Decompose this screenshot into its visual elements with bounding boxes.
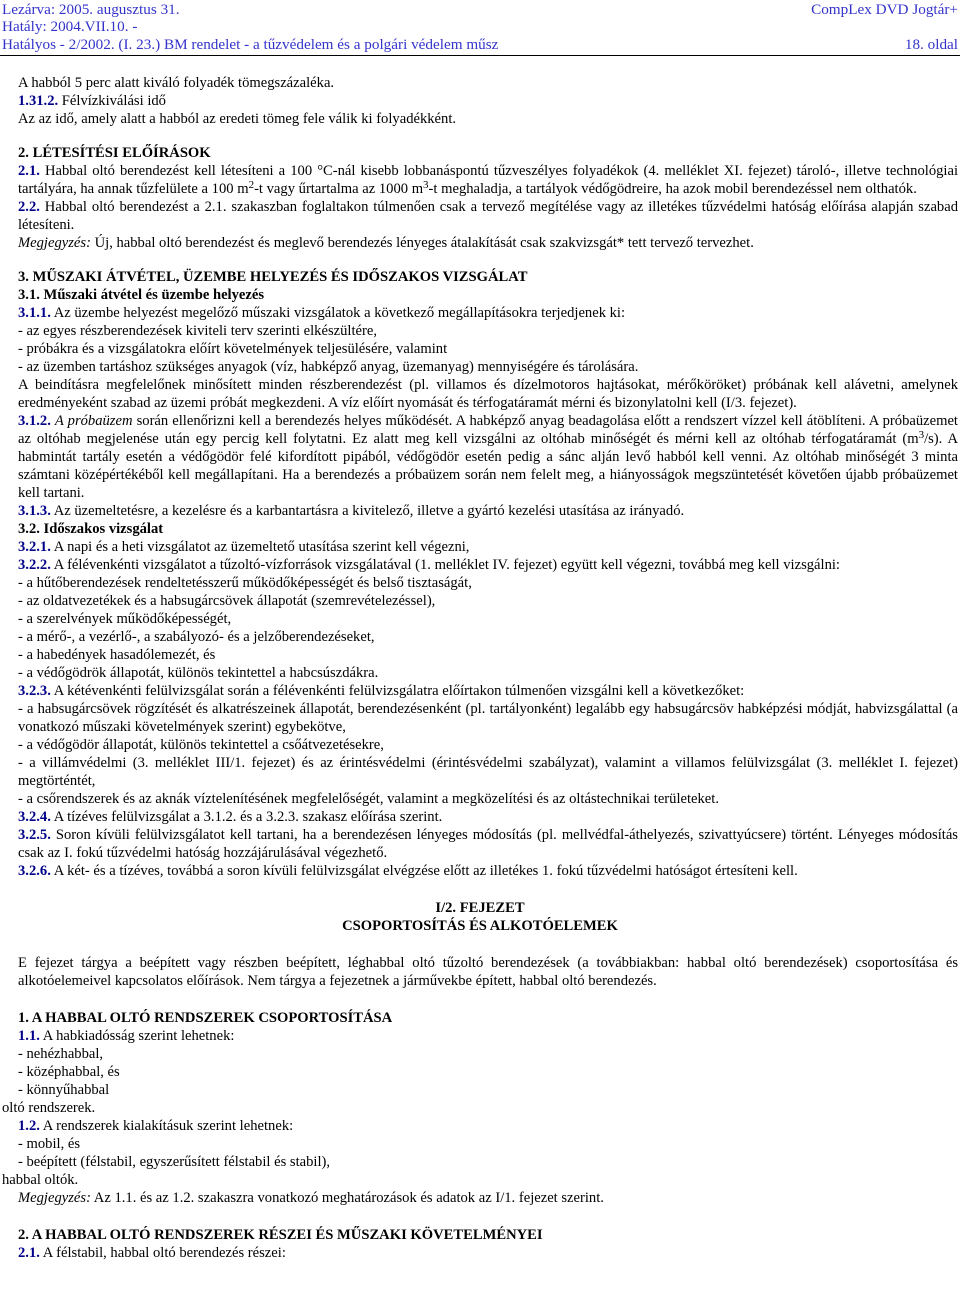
section-number: 2.1.	[18, 1245, 40, 1261]
paragraph	[2, 412, 958, 502]
chapter-heading: 2. A HABBAL OLTÓ RENDSZEREK RÉSZEI ÉS MŰSZAKI KÖVETELMÉNYEI	[18, 1227, 543, 1243]
paragraph-text: -t vagy űrtartalma az 1000 m	[254, 181, 424, 197]
section-heading	[2, 92, 958, 110]
paragraph-text: -t meghaladja, a tartályok védőgödreire, ha azok mobil berendezéssel nem olthatók.	[428, 181, 917, 197]
paragraph: Az az idő, amely alatt a habból az eredeti tömeg fele válik ki folyadékként.	[18, 111, 457, 127]
paragraph-text: A habkiadósság szerint lehetnek:	[42, 1028, 235, 1044]
emphasis: A próbaüzem	[54, 413, 133, 429]
note-text: Új, habbal oltó berendezést és meglevő berendezés lényeges átalakítását csak szakvizsgát* tett tervező tervezhet.	[94, 235, 754, 251]
paragraph	[2, 1027, 958, 1045]
list-item: - középhabbal, és	[18, 1064, 120, 1080]
paragraph: A beindításra megfelelőnek minősített minden részberendezést (pl. villamos és dízelmotoros hajtásokat, mérőköröket) próbának kell alávetni, amelynek eredményeként szabad az üzemi próbát megkezdeni. A víz előírt nyomását és térfogatáramát mérni és bizonylatolni kell (I/3. fejezet).	[18, 377, 958, 411]
paragraph	[2, 1117, 958, 1135]
list-item: - a védőgödrök állapotát, különös tekintettel a habcsúszdákra.	[18, 665, 379, 681]
list-item: - mobil, és	[18, 1136, 81, 1152]
paragraph: E fejezet tárgya a beépített vagy részben beépített, léghabbal oltó tűzoltó berendezések (a továbbiakban: habbal oltó berendezések) csoportosítása és alkotóelemeivel kapcsolatos előírások. Nem tárgya a fejezetnek a járművekbe épített, habbal oltó berendezés.	[18, 955, 958, 989]
chapter-heading: 1. A HABBAL OLTÓ RENDSZEREK CSOPORTOSÍTÁSA	[18, 1010, 393, 1026]
paragraph-text: A félstabil, habbal oltó berendezés részei:	[42, 1245, 286, 1261]
paragraph-text: A napi és a heti vizsgálatot az üzemeltető utasítása szerint kell végezni,	[53, 539, 470, 555]
paragraph-text: során ellenőrizni kell a berendezés helyes működését. A habképző anyag beadagolása előtt a rendszert vízzel kell átöblíteni. A próbaüzemet az oltóhab megjelenése után egy percig kell folytatni. Ez alatt meg kell vizsgálni az oltóhab minőségét és mérni kell az oltóhab térfogatáramát (m	[18, 413, 958, 447]
paragraph-text: /s). A habmintát tartály esetén a védőgödör felé kifordított pipából, védőgödör esetén pedig a sánc alján levő habból kell venni. Az oltóhab minőségét 3 minta számtani középértékéből kell megállapítani. Ha a berendezés a próbaüzem során nem felelt meg, a hiányosságok megszüntetését követően újabb próbaüzemet kell tartani.	[18, 431, 958, 501]
paragraph-text: Az üzemeltetésre, a kezelésre és a karbantartásra a kivitelező, illetve a gyártó kezelési utasítása az irányadó.	[53, 503, 685, 519]
paragraph: A habból 5 perc alatt kiváló folyadék tömegszázaléka.	[18, 75, 335, 91]
header-closed-date: Lezárva: 2005. augusztus 31.	[2, 1, 180, 18]
paragraph	[2, 826, 958, 862]
paragraph-text: A két- és a tízéves, továbbá a soron kívüli felülvizsgálat elvégzése előtt az illetékes 1. fokú tűzvédelmi hatóságot értesíteni kell.	[53, 863, 798, 879]
paragraph	[2, 808, 958, 826]
superscript: 3	[423, 179, 429, 191]
header-page-number: 18. oldal	[904, 36, 958, 53]
list-item: - a villámvédelmi (3. melléklet III/1. fejezet) és az érintésvédelmi (érintésvédelmi szabályzat), valamint a villamos felülvizsgálat (3. melléklet I. fejezet) megtörténtét,	[18, 755, 958, 789]
header-document-title: Hatályos - 2/2002. (I. 23.) BM rendelet - a tűzvédelem és a polgári védelem műsz	[2, 36, 499, 53]
list-item: - a csőrendszerek és az aknák víztelenítésének megfelelőségét, valamint a megközelítési és az oltástechnikai területeket.	[18, 791, 719, 807]
section-number: 2.1.	[18, 163, 40, 179]
page-header	[0, 0, 960, 56]
paragraph	[2, 538, 958, 556]
paragraph-text: Habbal oltó berendezést kell létesíteni a 100 °C-nál kisebb lobbanáspontú tűzveszélyes folyadékok (4. melléklet XI. fejezet) tároló-, illetve technológiai tartályára, ha annak tűzfelülete a 100 m	[18, 163, 958, 197]
paragraph	[2, 862, 958, 880]
list-item: - a védőgödör állapotát, különös tekintettel a csőátvezetésekre,	[18, 737, 384, 753]
section-number: 3.2.1.	[18, 539, 51, 555]
subchapter-heading: 3.2. Időszakos vizsgálat	[18, 521, 164, 537]
note	[2, 1189, 958, 1207]
document-body	[2, 74, 958, 1262]
note-label: Megjegyzés:	[18, 235, 91, 251]
section-number: 3.1.3.	[18, 503, 51, 519]
paragraph	[2, 304, 958, 322]
section-number: 3.2.4.	[18, 809, 51, 825]
subchapter-heading: 3.1. Műszaki átvétel és üzembe helyezés	[18, 287, 265, 303]
section-number: 1.1.	[18, 1028, 40, 1044]
list-item: - az egyes részberendezések kiviteli terv szerinti elkészültére,	[18, 323, 377, 339]
list-item: - a mérő-, a vezérlő-, a szabályozó- és a jelzőberendezéseket,	[18, 629, 375, 645]
section-number: 1.2.	[18, 1118, 40, 1134]
section-number: 3.1.2.	[18, 413, 51, 429]
list-item: - beépített (félstabil, egyszerűsített félstabil és stabil),	[18, 1154, 331, 1170]
section-number: 2.2.	[18, 199, 40, 215]
paragraph: oltó rendszerek.	[2, 1100, 96, 1116]
section-number: 3.2.5.	[18, 827, 51, 843]
superscript: 3	[918, 429, 925, 441]
paragraph-text: A rendszerek kialakításuk szerint lehetnek:	[42, 1118, 294, 1134]
paragraph-text: A félévenkénti vizsgálatot a tűzoltó-vízforrások vizsgálatával (1. melléklet IV. fejezet) együtt kell végezni, továbbá meg kell vizsgálni:	[53, 557, 840, 573]
list-item: - a habsugárcsövek rögzítését és alkatrészeinek állapotát, berendezésenként (pl. tartályonként) legalább egy habsugárcsöv habképzési módját, habvizsgálattal (a vonatkozó műszaki követelmények szerint) egybekötve,	[18, 701, 958, 735]
paragraph	[2, 556, 958, 574]
list-item: - a szerelvények működőképességét,	[18, 611, 232, 627]
section-number: 3.2.6.	[18, 863, 51, 879]
paragraph-text: Az üzembe helyezést megelőző műszaki vizsgálatok a következő megállapításokra terjedjenek ki:	[53, 305, 626, 321]
note	[2, 234, 958, 252]
paragraph	[2, 502, 958, 520]
header-effective-date: Hatály: 2004.VII.10. -	[2, 18, 138, 35]
section-number: 1.31.2.	[18, 93, 59, 109]
paragraph	[2, 162, 958, 198]
chapter-title: CSOPORTOSÍTÁS ÉS ALKOTÓELEMEK	[342, 918, 618, 934]
section-title: Félvízkiválási idő	[61, 93, 166, 109]
list-item: - nehézhabbal,	[18, 1046, 104, 1062]
paragraph: habbal oltók.	[2, 1172, 79, 1188]
paragraph	[2, 1244, 958, 1262]
paragraph	[2, 682, 958, 700]
paragraph-text: Habbal oltó berendezést a 2.1. szakaszban foglaltakon túlmenően csak a tervező megítélése vagy az illetékes tűzvédelmi hatóság előírása alapján szabad létesíteni.	[18, 199, 958, 233]
note-label: Megjegyzés:	[18, 1190, 91, 1206]
header-divider	[0, 55, 960, 56]
list-item: - az üzemben tartáshoz szükséges anyagok (víz, habképző anyag, üzemanyag) mennyiségére és tárolására.	[18, 359, 639, 375]
list-item: - az oldatvezetékek és a habsugárcsövek állapotát (szemrevételezéssel),	[18, 593, 436, 609]
chapter-number: I/2. FEJEZET	[435, 900, 525, 916]
chapter-heading: 2. LÉTESÍTÉSI ELŐÍRÁSOK	[18, 145, 211, 161]
paragraph-text: A kétévenkénti felülvizsgálat során a félévenkénti felülvizsgálatra előírtakon túlmenően vizsgálni kell a következőket:	[53, 683, 745, 699]
superscript: 2	[248, 179, 255, 191]
note-text: Az 1.1. és az 1.2. szakaszra vonatkozó meghatározások és adatok az I/1. fejezet szerint.	[93, 1190, 604, 1206]
list-item: - próbákra és a vizsgálatokra előírt követelmények teljesülésére, valamint	[18, 341, 448, 357]
paragraph-text: Soron kívüli felülvizsgálatot kell tartani, ha a berendezésen lényeges módosítás (pl. mellvédfal-áthelyezés, szivattyúcsere) történt. Lényeges módosítás csak az I. fokú tűzvédelmi hatóság hozzájárulásával végezhető.	[18, 827, 958, 861]
section-number: 3.2.2.	[18, 557, 51, 573]
paragraph	[2, 198, 958, 234]
section-number: 3.1.1.	[18, 305, 51, 321]
list-item: - a hűtőberendezések rendeltetésszerű működőképességét és belső tisztaságát,	[18, 575, 472, 591]
chapter-heading: 3. MŰSZAKI ÁTVÉTEL, ÜZEMBE HELYEZÉS ÉS IDŐSZAKOS VIZSGÁLAT	[18, 269, 528, 285]
header-product-name: CompLex DVD Jogtár+	[811, 1, 958, 18]
paragraph-text: A tízéves felülvizsgálat a 3.1.2. és a 3.2.3. szakasz előírása szerint.	[53, 809, 443, 825]
list-item: - könnyűhabbal	[18, 1082, 110, 1098]
list-item: - a habedények hasadólemezét, és	[18, 647, 216, 663]
section-number: 3.2.3.	[18, 683, 51, 699]
